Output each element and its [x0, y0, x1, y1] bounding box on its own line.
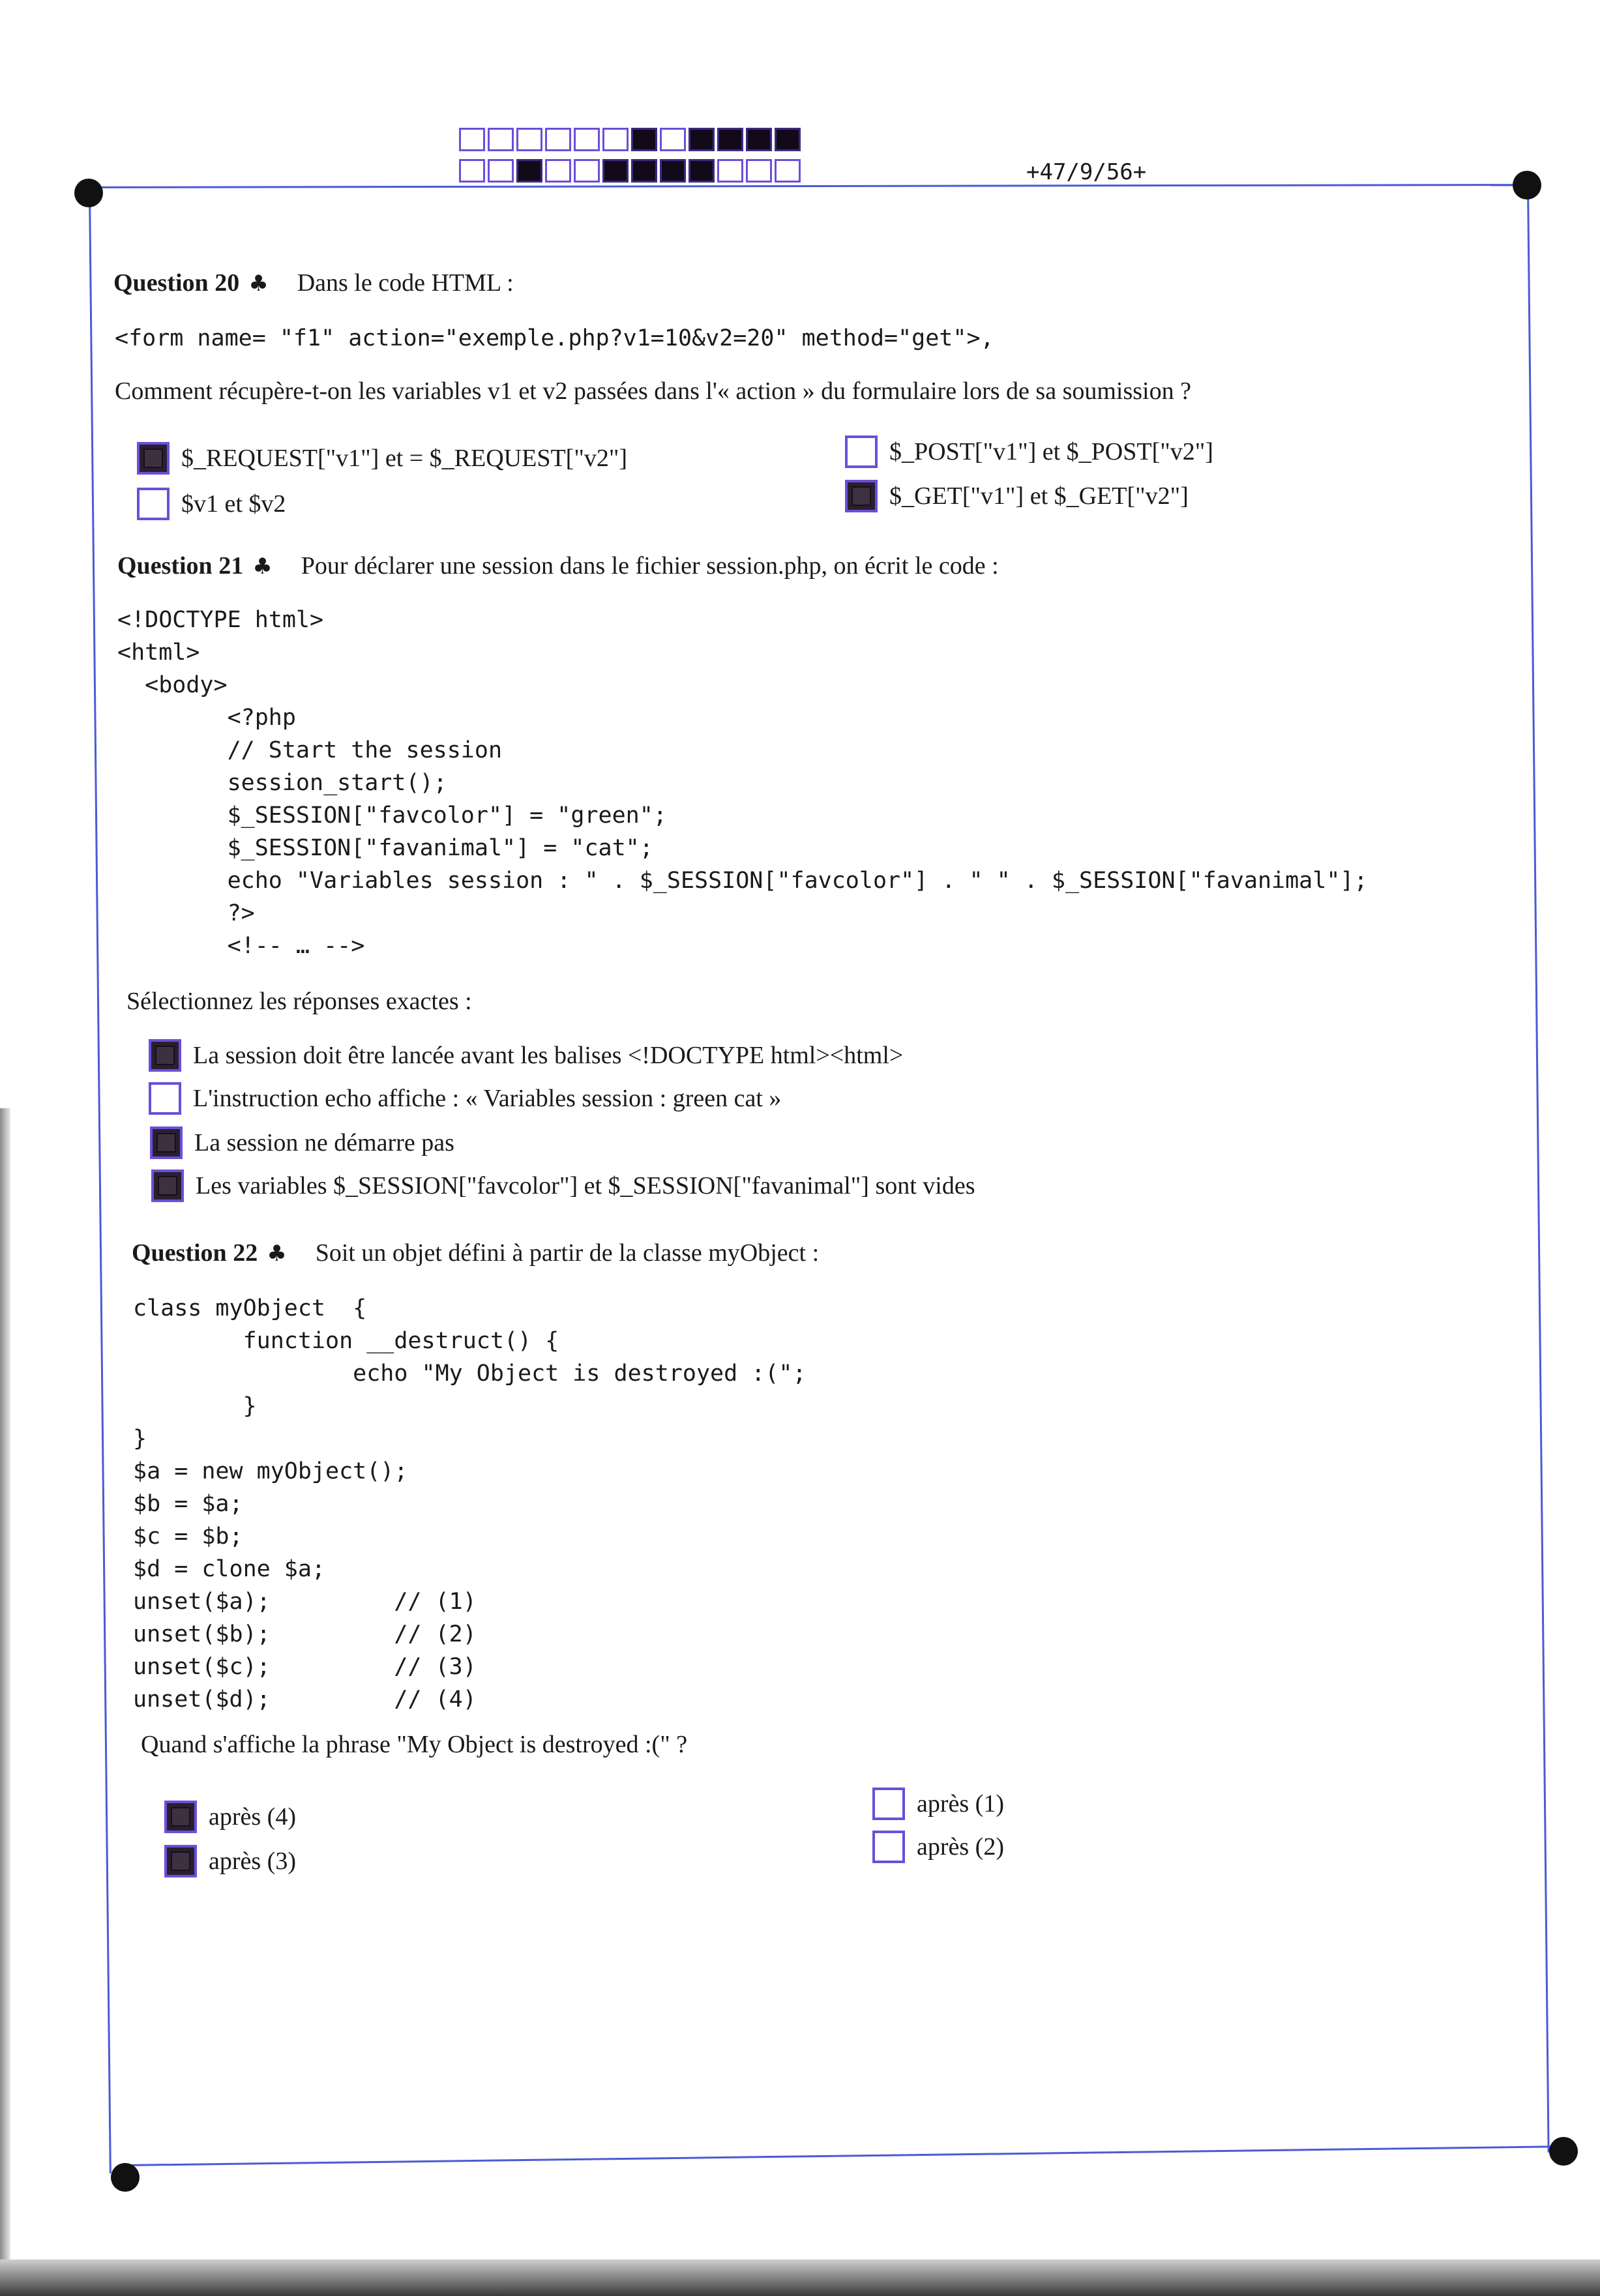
answer-label: après (2): [917, 1833, 1004, 1861]
checkbox-checked[interactable]: [137, 442, 170, 475]
barcode-cell-filled: [775, 128, 801, 151]
answer-label: La session ne démarre pas: [194, 1129, 454, 1156]
question-intro: Soit un objet défini à partir de la classe myObject :: [315, 1239, 820, 1267]
barcode-cell-empty: [545, 128, 571, 151]
answer-label: après (1): [917, 1790, 1004, 1818]
barcode-cell-empty: [775, 159, 801, 183]
corner-mark-bottom-left: [111, 2163, 140, 2192]
barcode-cell-filled: [631, 128, 657, 151]
answer-label: La session doit être lancée avant les balises <!DOCTYPE html><html>: [193, 1042, 904, 1069]
question-20-prompt: Comment récupère-t-on les variables v1 et v2 passées dans l'« action » du formulaire lors de sa soumission ?: [115, 377, 1191, 405]
club-icon: ♣: [267, 1241, 287, 1267]
frame-top: [89, 184, 1527, 188]
barcode-cell-empty: [488, 128, 514, 151]
frame-left: [89, 192, 111, 2173]
checkbox-checked[interactable]: [164, 1801, 197, 1833]
barcode-cell-filled: [689, 159, 715, 183]
corner-mark-top-right: [1513, 171, 1541, 199]
barcode-cell-empty: [545, 159, 571, 183]
question-title: Question 21: [117, 552, 244, 580]
q20-answer-1[interactable]: [137, 442, 627, 475]
barcode-cell-empty: [459, 128, 485, 151]
barcode-bottom-row: [459, 159, 801, 183]
barcode-cell-empty: [574, 128, 600, 151]
barcode-cell-filled: [631, 159, 657, 183]
question-21-header: [117, 552, 999, 580]
answer-label: $_REQUEST["v1"] et = $_REQUEST["v2"]: [181, 445, 628, 472]
club-icon: ♣: [252, 553, 273, 580]
answer-label: Les variables $_SESSION["favcolor"] et $_SESSION["favanimal"] sont vides: [196, 1172, 975, 1200]
barcode-cell-empty: [660, 128, 686, 151]
barcode-cell-filled: [602, 159, 629, 183]
corner-mark-top-left: [74, 179, 103, 207]
checkbox-checked[interactable]: [151, 1170, 184, 1202]
barcode-cell-filled: [660, 159, 686, 183]
q22-answer-1[interactable]: [164, 1801, 296, 1833]
checkbox-unchecked[interactable]: [872, 1831, 905, 1863]
barcode-cell-empty: [717, 159, 743, 183]
q20-answer-3[interactable]: [845, 435, 1213, 468]
checkbox-unchecked[interactable]: [137, 488, 170, 520]
checkbox-checked[interactable]: [149, 1039, 181, 1072]
q21-answer-2[interactable]: [149, 1082, 781, 1115]
barcode-cell-empty: [602, 128, 629, 151]
checkbox-checked[interactable]: [150, 1126, 183, 1159]
question-title: Question 20: [113, 269, 240, 297]
q20-answer-4[interactable]: [845, 480, 1189, 512]
club-icon: ♣: [248, 271, 269, 297]
q21-answer-1[interactable]: [149, 1039, 903, 1072]
question-title: Question 22: [132, 1239, 258, 1267]
question-22-header: [132, 1239, 819, 1267]
question-intro: Pour déclarer une session dans le fichier session.php, on écrit le code :: [301, 552, 999, 580]
checkbox-unchecked[interactable]: [149, 1082, 181, 1115]
checkbox-checked[interactable]: [845, 480, 878, 512]
barcode-top-row: [459, 128, 801, 151]
barcode-cell-filled: [746, 128, 772, 151]
q21-answer-4[interactable]: [151, 1170, 975, 1202]
barcode-cell-empty: [516, 128, 542, 151]
question-intro: Dans le code HTML :: [297, 269, 514, 297]
scan-edge-shadow-bottom: [0, 2259, 1600, 2296]
barcode-cell-empty: [459, 159, 485, 183]
answer-label: L'instruction echo affiche : « Variables session : green cat »: [193, 1085, 782, 1112]
scan-edge-shadow-left: [0, 1108, 10, 2296]
q22-answer-4[interactable]: [872, 1831, 1004, 1863]
answer-label: après (3): [209, 1847, 296, 1875]
question-20-code: <form name= "f1" action="exemple.php?v1=10&v2=20" method="get">,: [115, 325, 994, 351]
page-id: +47/9/56+: [1026, 159, 1147, 185]
question-22-prompt: Quand s'affiche la phrase "My Object is destroyed :(" ?: [141, 1731, 688, 1758]
barcode-cell-empty: [488, 159, 514, 183]
checkbox-unchecked[interactable]: [845, 435, 878, 468]
question-21-prompt: Sélectionnez les réponses exactes :: [126, 988, 472, 1015]
q22-answer-3[interactable]: [872, 1788, 1004, 1820]
corner-mark-bottom-right: [1549, 2137, 1578, 2166]
answer-label: $_POST["v1"] et $_POST["v2"]: [889, 438, 1213, 465]
barcode-cell-filled: [516, 159, 542, 183]
q22-answer-2[interactable]: [164, 1845, 296, 1877]
q20-answer-2[interactable]: [137, 488, 286, 520]
frame-bottom: [125, 2145, 1563, 2166]
question-20-header: [113, 269, 514, 297]
question-21-code: <!DOCTYPE html> <html> <body> <?php // Start the session session_start(); $_SESSION["favcolor"] = "green"; $_SESSION["favanimal"] = "cat"; echo "Variables session : " . $_SESSION["favcolor"] . " " . $_SESSION["favanimal"]; ?> <!-- … -->: [117, 607, 1368, 959]
answer-label: $v1 et $v2: [181, 490, 286, 518]
barcode-cell-empty: [746, 159, 772, 183]
answer-label: $_GET["v1"] et $_GET["v2"]: [889, 482, 1189, 510]
checkbox-unchecked[interactable]: [872, 1788, 905, 1820]
barcode-cell-filled: [689, 128, 715, 151]
checkbox-checked[interactable]: [164, 1845, 197, 1877]
barcode-cell-filled: [717, 128, 743, 151]
question-22-code: class myObject { function __destruct() { echo "My Object is destroyed :("; } } $a = new myObject(); $b = $a; $c = $b; $d = clone $a; unset($a); // (1) unset($b); // (2) unset($c); // (3) unset($d); // (4): [133, 1295, 807, 1713]
frame-right: [1527, 185, 1550, 2153]
answer-label: après (4): [209, 1803, 296, 1831]
q21-answer-3[interactable]: [150, 1126, 454, 1159]
barcode-cell-empty: [574, 159, 600, 183]
